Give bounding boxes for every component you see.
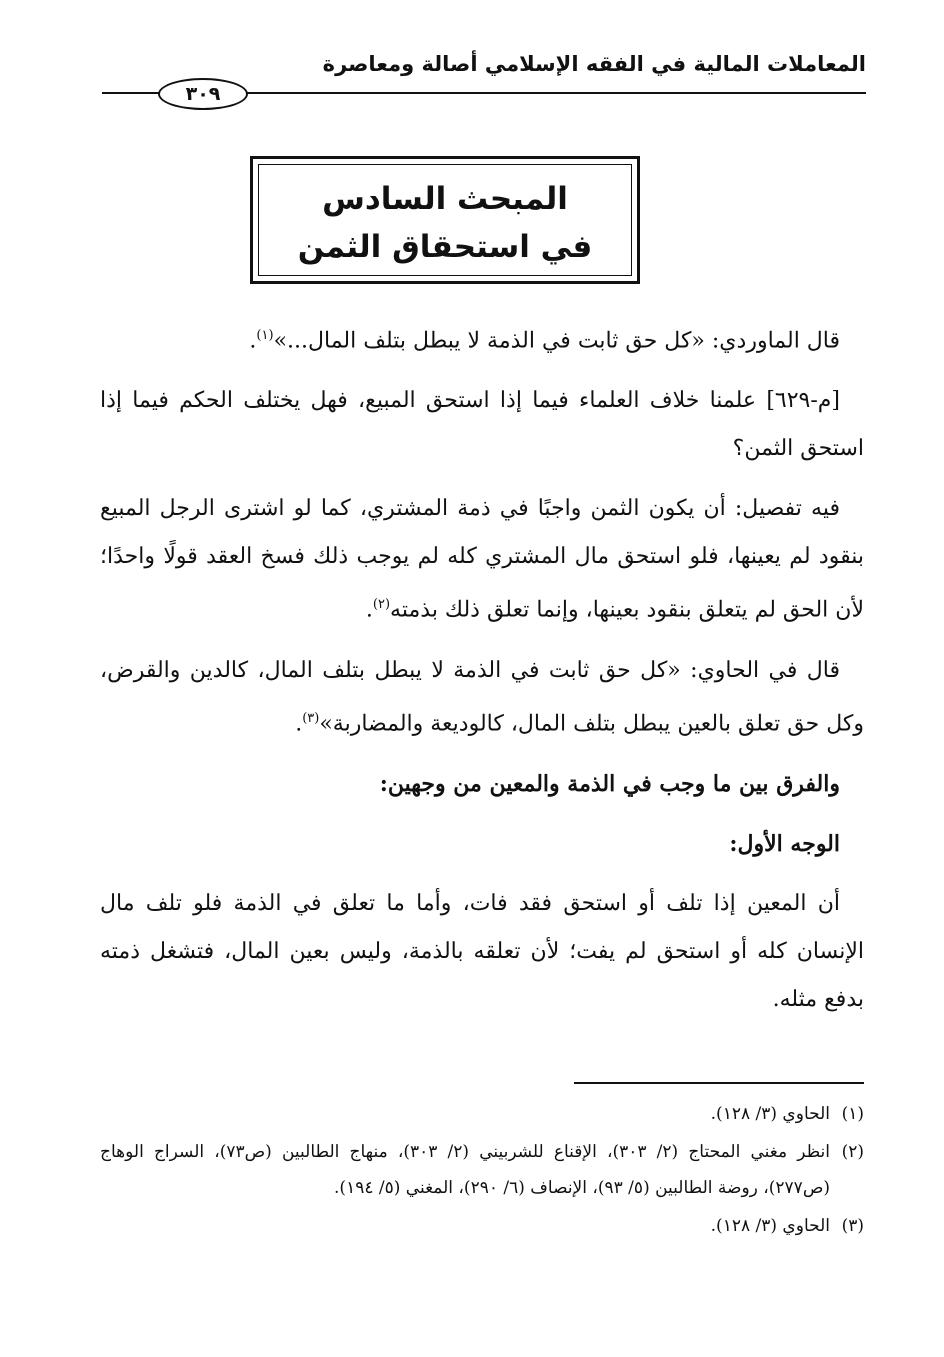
page-number: ٣٠٩ — [158, 78, 248, 110]
side-heading — [100, 820, 864, 868]
footnote — [100, 1096, 864, 1132]
footnote — [100, 1208, 864, 1244]
body-text — [100, 312, 864, 1036]
side-heading — [100, 760, 864, 808]
side-heading-text: والفرق بين ما وجب في الذمة والمعين من وجهين: — [379, 770, 840, 797]
footnote-marker: (٢) — [372, 597, 391, 613]
footnote-marker: (١) — [256, 328, 274, 343]
footnotes — [100, 1096, 864, 1246]
footnote-separator — [574, 1082, 864, 1084]
paragraph-text: قال في الحاوي: «كل حق ثابت في الذمة لا يبطل بتلف المال، كالدين والقرض، وكل حق تعلق بالعين يبطل بتلف المال، كالوديعة والمضاربة» — [100, 657, 864, 736]
paragraph — [100, 377, 864, 473]
paragraph: قال في الحاوي: «كل حق ثابت في الذمة لا يبطل بتلف المال، كالدين والقرض، وكل حق تعلق بالعين يبطل بتلف المال، كالوديعة والمضاربة»$^{(٣)}$. — [100, 657, 864, 736]
footnote-number: (٢) — [841, 1142, 864, 1162]
footnote-number: (٣) — [841, 1216, 864, 1236]
paragraph-text: أن المعين إذا تلف أو استحق فقد فات، وأما ما تعلق في الذمة فلو تلف مال الإنسان كله أو استحق لم يفت؛ لأن تعلقه بالذمة، وليس بعين المال، فتشغل ذمته بدفع مثله. — [100, 890, 864, 1012]
paragraph — [100, 880, 864, 1024]
running-head-title: المعاملات المالية في الفقه الإسلامي أصالة ومعاصرة — [322, 52, 866, 76]
footnote-number: (١) — [841, 1104, 864, 1124]
section-heading-line-2: في استحقاق الثمن — [297, 229, 593, 265]
paragraph: فيه تفصيل: أن يكون الثمن واجبًا في ذمة المشتري، كما لو اشترى الرجل المبيع بنقود لم يعينها، فلو استحق مال المشتري كله لم يوجب ذلك فسخ العقد قولًا واحدًا؛ لأن الحق لم يتعلق بنقود بعينها، وإنما تعلق ذلك بذمته$^{(٢)}$. — [100, 496, 864, 623]
paragraph-text: قال الماوردي: «كل حق ثابت في الذمة لا يبطل بتلف المال...» — [273, 328, 840, 354]
section-heading-line-1: المبحث السادس — [322, 181, 568, 217]
footnote-text: انظر مغني المحتاج (٢/ ٣٠٣)، الإقناع للشربيني (٢/ ٣٠٣)، منهاج الطالبين (ص٧٣)، السراج الوهاج (ص٢٧٧)، روضة الطالبين (٥/ ٩٣)، الإنصاف (٦/ ٢٩٠)، المغني (٥/ ١٩٤). — [100, 1142, 830, 1198]
side-heading-text: الوجه الأول: — [729, 830, 840, 857]
section-heading-frame — [250, 156, 640, 284]
paragraph: قال الماوردي: «كل حق ثابت في الذمة لا يبطل بتلف المال...»$^{(١)}$. — [249, 328, 840, 354]
footnote-text: الحاوي (٣/ ١٢٨). — [710, 1216, 830, 1236]
footnote-text: الحاوي (٣/ ١٢٨). — [710, 1104, 830, 1124]
paragraph-text: فيه تفصيل: أن يكون الثمن واجبًا في ذمة المشتري، كما لو اشترى الرجل المبيع بنقود لم يعينها، فلو استحق مال المشتري كله لم يوجب ذلك فسخ العقد قولًا واحدًا؛ لأن الحق لم يتعلق بنقود بعينها، وإنما تعلق ذلك بذمته — [100, 496, 864, 623]
footnote — [100, 1134, 864, 1206]
footnote-marker: (٣) — [302, 710, 320, 726]
paragraph-text: [م-٦٢٩] علمنا خلاف العلماء فيما إذا استحق المبيع، فهل يختلف الحكم فيما إذا استحق الثمن؟ — [100, 388, 864, 462]
